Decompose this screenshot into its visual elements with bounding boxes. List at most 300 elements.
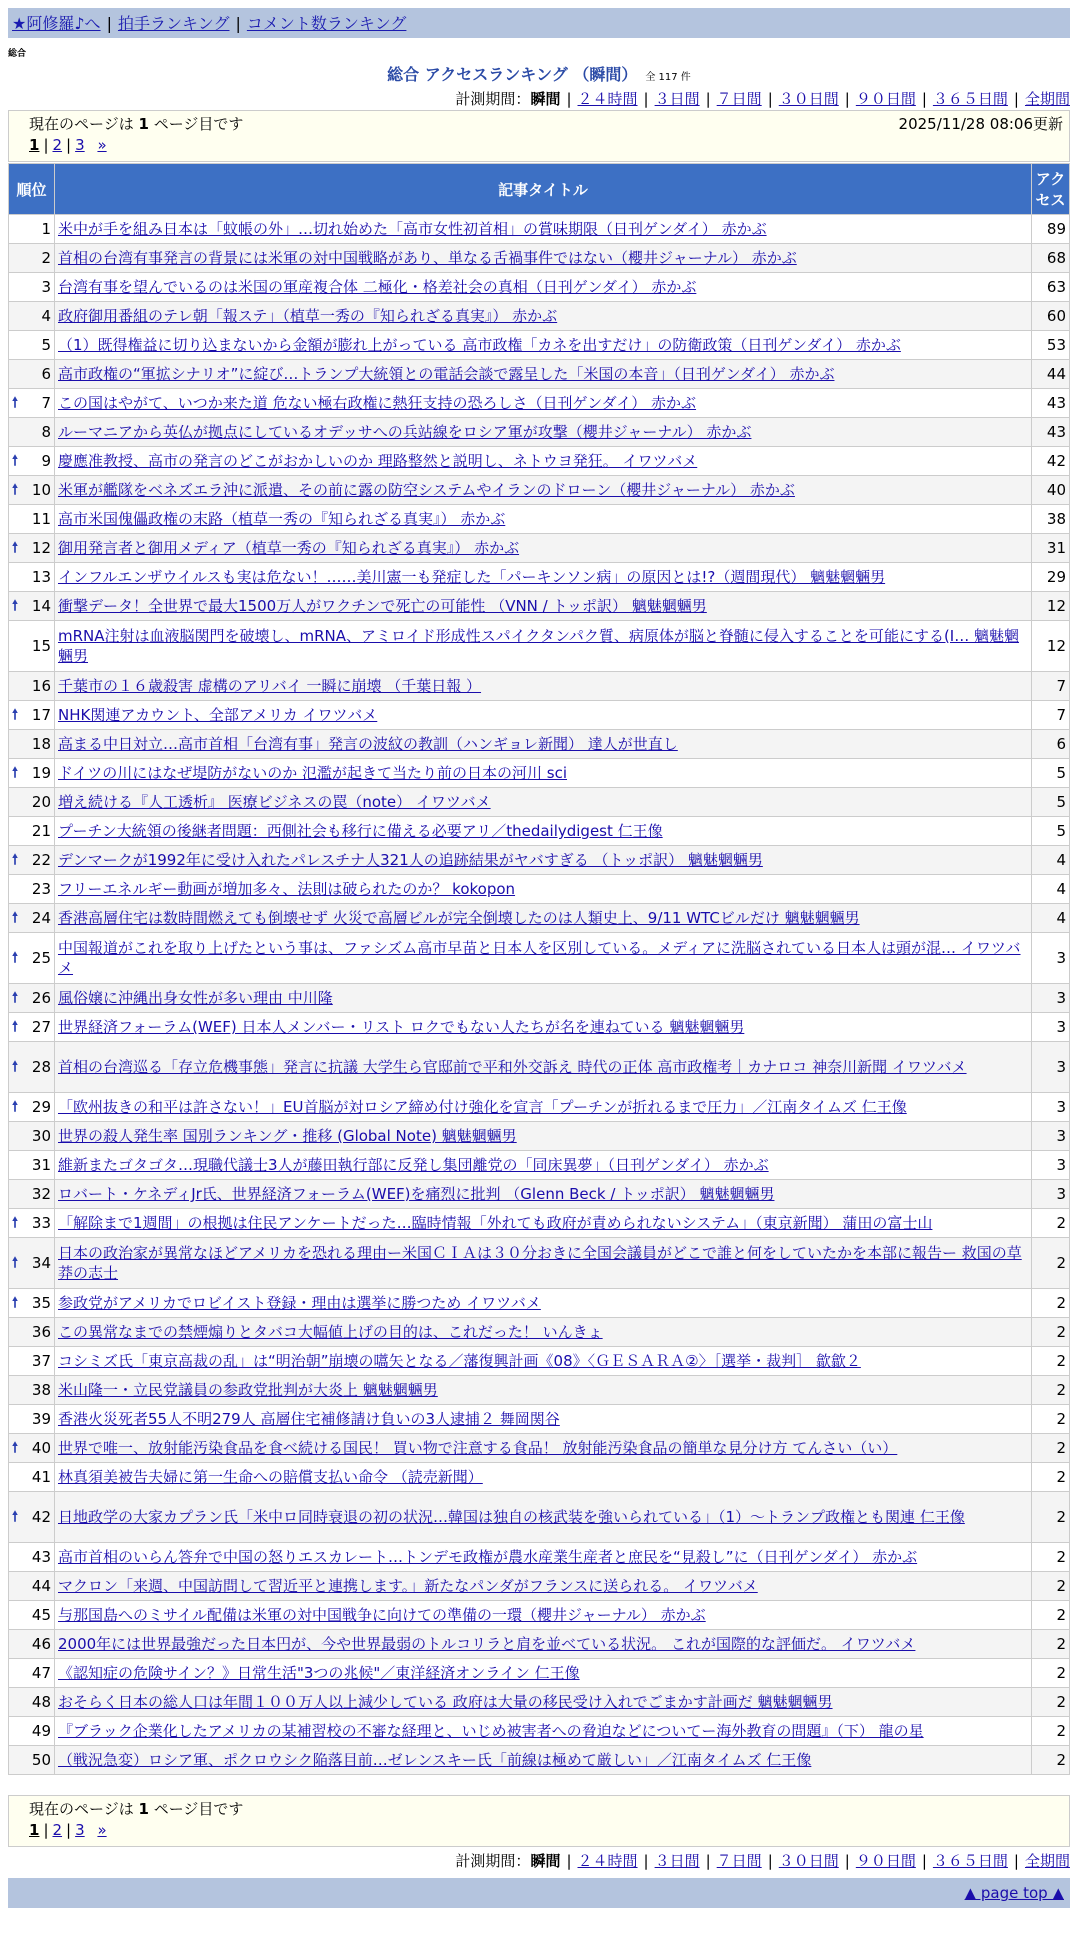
rank-number: 3	[41, 278, 51, 296]
rank-cell	[9, 933, 55, 984]
rank-number: 9	[41, 452, 51, 470]
access-header: アクセス	[1032, 164, 1070, 215]
table-row	[9, 1093, 1070, 1122]
access-count: 31	[1032, 534, 1070, 563]
top-nav-bar	[8, 8, 1070, 38]
table-row	[9, 534, 1070, 563]
period-link[interactable]: ３日間	[654, 90, 700, 108]
period-current: 瞬間	[530, 90, 561, 108]
period-link[interactable]: ９０日間	[855, 1852, 916, 1870]
title-cell	[55, 875, 1032, 904]
period-link[interactable]: ９０日間	[855, 90, 916, 108]
access-count: 3	[1032, 1151, 1070, 1180]
rank-number: 17	[31, 706, 51, 724]
title-cell	[55, 1209, 1032, 1238]
title-cell	[55, 215, 1032, 244]
table-row	[9, 1492, 1070, 1543]
pager-separator	[89, 136, 94, 154]
rank-number: 2	[41, 249, 51, 267]
table-row	[9, 592, 1070, 621]
rank-cell	[9, 1318, 55, 1347]
title-cell	[55, 360, 1032, 389]
nav-separator: |	[235, 14, 241, 33]
access-count: 3	[1032, 1013, 1070, 1042]
period-separator: |	[643, 1852, 649, 1870]
article-link[interactable]: 御用発言者と御用メディア（植草一秀の『知られざる真実』） 赤かぶ	[58, 539, 520, 557]
title-cell	[55, 1347, 1032, 1376]
rank-cell	[9, 1492, 55, 1543]
pager-separator: |	[43, 136, 49, 154]
article-link[interactable]: 高市政権の“軍拡シナリオ”に綻び…トランプ大統領との電話会談で露呈した「米国の本音」（日刊ゲンダイ） 赤かぶ	[58, 365, 835, 383]
period-separator: |	[643, 90, 649, 108]
title-cell	[55, 592, 1032, 621]
access-count: 3	[1032, 1180, 1070, 1209]
article-link[interactable]: 米軍が艦隊をベネズエラ沖に派遣、その前に露の防空システムやイランのドローン（櫻井ジャーナル） 赤かぶ	[58, 481, 795, 499]
rank-cell	[9, 1376, 55, 1405]
article-link[interactable]: 『ブラック企業化したアメリカの某補習校の不審な経理と、いじめ被害者への脅迫などについてー海外教育の問題』（下） 龍の星	[58, 1722, 924, 1740]
rank-cell	[9, 273, 55, 302]
up-arrow-icon: 🠕	[12, 1255, 19, 1271]
table-row	[9, 1347, 1070, 1376]
period-separator: |	[1013, 1852, 1019, 1870]
table-row	[9, 759, 1070, 788]
rank-number: 36	[31, 1323, 51, 1341]
pager-link[interactable]: 3	[75, 1821, 85, 1839]
article-link[interactable]: ドイツの川にはなぜ堤防がないのか 氾濫が起きて当たり前の日本の河川 sci	[58, 764, 568, 782]
up-arrow-icon: 🠕	[12, 1099, 19, 1115]
home-link[interactable]: ★阿修羅♪へ	[12, 14, 101, 33]
pager-separator	[89, 1821, 94, 1839]
rank-number: 43	[31, 1548, 51, 1566]
article-link[interactable]: 維新またゴタゴタ…現職代議士3人が藤田執行部に反発し集団離党の「同床異夢」（日刊ゲンダイ） 赤かぶ	[58, 1156, 769, 1174]
article-link[interactable]: この国はやがて、いつか来た道 危ない極右政権に熱狂支持の恐ろしさ（日刊ゲンダイ） 赤かぶ	[58, 394, 697, 412]
access-count: 63	[1032, 273, 1070, 302]
access-count: 4	[1032, 846, 1070, 875]
title-cell	[55, 730, 1032, 759]
article-link[interactable]: 中国報道がこれを取り上げたという事は、ファシズム高市早苗と日本人を区別している。メディアに洗脳されている日本人は頭が混… イワツバメ	[58, 939, 1021, 977]
access-count: 42	[1032, 447, 1070, 476]
title-cell	[55, 1013, 1032, 1042]
article-link[interactable]: インフルエンザウイルスも実は危ない！……美川憲一も発症した「パーキンソン病」の原因とは!?（週間現代） 魑魅魍魎男	[58, 568, 886, 586]
rank-cell	[9, 447, 55, 476]
article-link[interactable]: 林真須美被告夫婦に第一生命への賠償支払い命令 （読売新聞）	[58, 1468, 483, 1486]
table-row	[9, 788, 1070, 817]
article-link[interactable]: 参政党がアメリカでロビイスト登録・理由は選挙に勝つため イワツバメ	[58, 1294, 541, 1312]
title-cell	[55, 302, 1032, 331]
up-arrow-icon: 🠕	[12, 707, 19, 723]
table-row	[9, 1434, 1070, 1463]
article-link[interactable]: 世界の殺人発生率 国別ランキング・推移 (Global Note) 魑魅魍魎男	[58, 1127, 517, 1145]
title-cell	[55, 1289, 1032, 1318]
rank-cell	[9, 244, 55, 273]
rank-number: 46	[31, 1635, 51, 1653]
period-selector	[455, 88, 1070, 109]
table-row	[9, 1717, 1070, 1746]
rank-cell	[9, 621, 55, 672]
table-row	[9, 817, 1070, 846]
rank-number: 37	[31, 1352, 51, 1370]
period-link[interactable]: ３６５日間	[932, 1852, 1008, 1870]
period-separator: |	[767, 1852, 773, 1870]
period-link[interactable]: 全期間	[1024, 90, 1070, 108]
article-link[interactable]: マクロン「来週、中国訪問して習近平と連携します。」新たなパンダがフランスに送られる。 イワツバメ	[58, 1577, 758, 1595]
title-cell	[55, 1042, 1032, 1093]
rank-cell	[9, 592, 55, 621]
article-link[interactable]: 首相の台湾巡る「存立危機事態」発言に抗議 大学生ら官邸前で平和外交訴え 時代の正体 高市政権考｜カナロコ 神奈川新聞 イワツバメ	[58, 1058, 967, 1076]
access-count: 7	[1032, 701, 1070, 730]
article-link[interactable]: （1）既得権益に切り込まないから金額が膨れ上がっている 高市政権「カネを出すだけ」の防衛政策（日刊ゲンダイ） 赤かぶ	[58, 336, 901, 354]
period-link[interactable]: ７日間	[716, 1852, 762, 1870]
rank-cell	[9, 904, 55, 933]
pager-link[interactable]: 3	[75, 136, 85, 154]
article-link[interactable]: 米中が手を組み日本は「蚊帳の外」…切れ始めた「高市女性初首相」の賞味期限（日刊ゲンダイ） 赤かぶ	[58, 220, 767, 238]
access-count: 2	[1032, 1238, 1070, 1289]
up-arrow-icon: 🠕	[12, 1019, 19, 1035]
pager-separator: |	[66, 136, 72, 154]
access-count: 7	[1032, 672, 1070, 701]
rank-cell	[9, 215, 55, 244]
title-cell	[55, 933, 1032, 984]
article-link[interactable]: 政府御用番組のテレ朝「報ステ」（植草一秀の『知られざる真実』） 赤かぶ	[58, 307, 558, 325]
title-cell	[55, 1543, 1032, 1572]
access-count: 2	[1032, 1463, 1070, 1492]
article-link[interactable]: プーチン大統領の後継者問題：西側社会も移行に備える必要アリ／thedailydigest 仁王像	[58, 822, 663, 840]
access-count: 68	[1032, 244, 1070, 273]
title-cell	[55, 1601, 1032, 1630]
rank-cell	[9, 984, 55, 1013]
table-row	[9, 418, 1070, 447]
rank-number: 19	[31, 764, 51, 782]
title-cell	[55, 1746, 1032, 1775]
title-cell	[55, 273, 1032, 302]
rank-cell	[9, 1405, 55, 1434]
article-link[interactable]: デンマークが1992年に受け入れたパレスチナ人321人の追跡結果がヤバすぎる （トッポ訳） 魑魅魍魎男	[58, 851, 763, 869]
title-cell	[55, 1434, 1032, 1463]
rank-cell	[9, 534, 55, 563]
up-arrow-icon: 🠕	[12, 540, 19, 556]
access-count: 3	[1032, 1093, 1070, 1122]
rank-number: 18	[31, 735, 51, 753]
period-link[interactable]: ３６５日間	[932, 90, 1008, 108]
article-link[interactable]: おそらく日本の総人口は年間１００万人以上減少している 政府は大量の移民受け入れでごまかす計画だ 魑魅魍魎男	[58, 1693, 833, 1711]
rank-number: 10	[31, 481, 51, 499]
rank-number: 41	[31, 1468, 51, 1486]
table-row	[9, 1122, 1070, 1151]
article-link[interactable]: 「解除まで1週間」の根拠は住民アンケートだった…臨時情報「外れても政府が責められないシステム」（東京新聞） 蒲田の富士山	[58, 1214, 933, 1232]
table-row	[9, 1013, 1070, 1042]
table-row	[9, 331, 1070, 360]
title-cell	[55, 505, 1032, 534]
rank-cell	[9, 360, 55, 389]
table-row	[9, 563, 1070, 592]
up-arrow-icon: 🠕	[12, 852, 19, 868]
title-cell	[55, 389, 1032, 418]
table-row	[9, 1630, 1070, 1659]
access-count: 2	[1032, 1572, 1070, 1601]
access-count: 2	[1032, 1209, 1070, 1238]
access-count: 12	[1032, 592, 1070, 621]
title-cell	[55, 846, 1032, 875]
page-suffix: ページ目です	[148, 1800, 244, 1818]
article-link[interactable]: 香港火災死者55人不明279人 高層住宅補修請け負いの3人逮捕２ 舞岡関谷	[58, 1410, 560, 1428]
table-row	[9, 505, 1070, 534]
pager	[29, 136, 1049, 154]
table-row	[9, 1688, 1070, 1717]
rank-number: 4	[41, 307, 51, 325]
period-label: 計測期間：	[455, 90, 531, 108]
access-count: 2	[1032, 1659, 1070, 1688]
rank-number: 49	[31, 1722, 51, 1740]
rank-cell	[9, 1209, 55, 1238]
rank-cell	[9, 476, 55, 505]
access-count: 43	[1032, 418, 1070, 447]
rank-number: 13	[31, 568, 51, 586]
period-link[interactable]: 全期間	[1024, 1852, 1070, 1870]
article-link[interactable]: 慶應准教授、高市の発言のどこがおかしいのか 理路整然と説明し、ネトウヨ発狂。 イワツバメ	[58, 452, 698, 470]
title-cell	[55, 672, 1032, 701]
access-count: 4	[1032, 904, 1070, 933]
period-current: 瞬間	[530, 1852, 561, 1870]
rank-cell	[9, 1688, 55, 1717]
access-count: 2	[1032, 1434, 1070, 1463]
table-row	[9, 1659, 1070, 1688]
comment-ranking-link[interactable]: コメント数ランキング	[246, 14, 407, 33]
article-link[interactable]: 《認知症の危険サイン？》日常生活"3つの兆候"／東洋経済オンライン 仁王像	[58, 1664, 580, 1682]
title-cell	[55, 1093, 1032, 1122]
rank-cell	[9, 1122, 55, 1151]
access-count: 38	[1032, 505, 1070, 534]
pager-separator: |	[66, 1821, 72, 1839]
page-info-top	[8, 110, 1070, 162]
period-separator: |	[705, 1852, 711, 1870]
rank-cell	[9, 1717, 55, 1746]
access-count: 3	[1032, 1042, 1070, 1093]
article-link[interactable]: 高市米国傀儡政権の末路（植草一秀の『知られざる真実』） 赤かぶ	[58, 510, 506, 528]
period-link[interactable]: ２４時間	[577, 1852, 638, 1870]
article-link[interactable]: ロバート・ケネディJr氏、世界経済フォーラム(WEF)を痛烈に批判 （Glenn Beck / トッポ訳） 魑魅魍魎男	[58, 1185, 775, 1203]
rank-number: 45	[31, 1606, 51, 1624]
rank-number: 35	[31, 1294, 51, 1312]
period-separator: |	[844, 1852, 850, 1870]
page-info-bottom	[8, 1795, 1070, 1847]
page-title	[0, 62, 1078, 85]
rank-cell	[9, 759, 55, 788]
rank-cell	[9, 1013, 55, 1042]
rank-cell	[9, 1659, 55, 1688]
table-row	[9, 273, 1070, 302]
article-link[interactable]: 与那国島へのミサイル配備は米軍の対中国戦争に向けての準備の一環（櫻井ジャーナル） 赤かぶ	[58, 1606, 706, 1624]
rank-cell	[9, 672, 55, 701]
up-arrow-icon: 🠕	[12, 395, 19, 411]
article-link[interactable]: 増え続ける『人工透析』 医療ビジネスの罠（note） イワツバメ	[58, 793, 491, 811]
table-row	[9, 1746, 1070, 1775]
rank-number: 31	[31, 1156, 51, 1174]
up-arrow-icon: 🠕	[12, 1509, 19, 1525]
article-link[interactable]: 高市首相のいらん答弁で中国の怒りエスカレート…トンデモ政権が農水産業生産者と庶民を“見殺し”に（日刊ゲンダイ） 赤かぶ	[58, 1548, 918, 1566]
title-text: 総合 アクセスランキング （瞬間）	[387, 65, 638, 84]
updated-timestamp: 2025/11/28 08:06更新	[898, 115, 1063, 133]
page-prefix: 現在のページは	[29, 115, 139, 133]
rank-cell	[9, 1093, 55, 1122]
up-arrow-icon: 🠕	[12, 765, 19, 781]
period-link[interactable]: ３０日間	[778, 90, 839, 108]
period-separator: |	[1013, 90, 1019, 108]
article-link[interactable]: （戦況急変）ロシア軍、ポクロウシク陥落目前…ゼレンスキー氏「前線は極めて厳しい」／江南タイムズ 仁王像	[58, 1751, 812, 1769]
table-row	[9, 1151, 1070, 1180]
table-row	[9, 984, 1070, 1013]
rank-cell	[9, 701, 55, 730]
rank-number: 40	[31, 1439, 51, 1457]
pager-link[interactable]: 2	[52, 136, 63, 154]
article-link[interactable]: 2000年には世界最強だった日本円が、今や世界最弱のトルコリラと肩を並べている状況。 これが国際的な評価だ。 イワツバメ	[58, 1635, 916, 1653]
rank-cell	[9, 1042, 55, 1093]
access-count: 2	[1032, 1405, 1070, 1434]
rank-number: 38	[31, 1381, 51, 1399]
page-number: 1	[138, 115, 149, 133]
article-link[interactable]: 「欧州抜きの和平は許さない！」EU首脳が対ロシア締め付け強化を宣言「プーチンが折れるまで圧力」／江南タイムズ 仁王像	[58, 1098, 907, 1116]
up-arrow-icon: 🠕	[12, 1295, 19, 1311]
up-arrow-icon: 🠕	[12, 1440, 19, 1456]
access-count: 2	[1032, 1630, 1070, 1659]
rank-number: 25	[31, 949, 51, 967]
article-link[interactable]: コシミズ氏「東京高裁の乱」は“明治朝”崩壊の嚆矢となる／藩復興計画《08》〈ＧＥＳＡＲＡ②〉［選挙・裁判］ 歙歙２	[58, 1352, 861, 1370]
access-count: 2	[1032, 1347, 1070, 1376]
table-row	[9, 1572, 1070, 1601]
rank-number: 32	[31, 1185, 51, 1203]
rank-cell	[9, 1463, 55, 1492]
access-count: 2	[1032, 1746, 1070, 1775]
period-link[interactable]: ３０日間	[778, 1852, 839, 1870]
access-count: 2	[1032, 1318, 1070, 1347]
rank-cell	[9, 1572, 55, 1601]
access-count: 2	[1032, 1717, 1070, 1746]
access-count: 60	[1032, 302, 1070, 331]
article-link[interactable]: 首相の台湾有事発言の背景には米軍の対中国戦略があり、単なる舌禍事件ではない（櫻井ジャーナル） 赤かぶ	[58, 249, 797, 267]
title-cell	[55, 904, 1032, 933]
total-count: 全 117 件	[645, 72, 691, 83]
title-cell	[55, 1151, 1032, 1180]
article-link[interactable]: 日地政学の大家カプラン氏「米中ロ同時衰退の初の状況…韓国は独自の核武装を強いられている」（1）～トランプ政権とも関連 仁王像	[58, 1508, 965, 1526]
access-count: 6	[1032, 730, 1070, 759]
title-cell	[55, 331, 1032, 360]
rank-number: 1	[41, 220, 51, 238]
pager-next[interactable]: »	[97, 1821, 107, 1839]
rank-cell	[9, 1289, 55, 1318]
article-link[interactable]: 千葉市の１６歳殺害 虚構のアリバイ 一瞬に崩壊 （千葉日報 ）	[58, 677, 482, 695]
period-link[interactable]: ７日間	[716, 90, 762, 108]
rank-cell	[9, 389, 55, 418]
rank-number: 50	[31, 1751, 51, 1769]
title-cell	[55, 534, 1032, 563]
article-link[interactable]: mRNA注射は血液脳関門を破壊し、mRNA、アミロイド形成性スパイクタンパク質、病原体が脳と脊髄に侵入することを可能にする(I… 魑魅魍魎男	[58, 627, 1019, 665]
article-link[interactable]: フリーエネルギー動画が増加多々、法則は破られたのか？ kokopon	[58, 880, 516, 898]
title-cell	[55, 418, 1032, 447]
title-cell	[55, 1122, 1032, 1151]
title-cell	[55, 1688, 1032, 1717]
article-link[interactable]: 高まる中日対立…高市首相「台湾有事」発言の波紋の教訓（ハンギョレ新聞） 達人が世直し	[58, 735, 678, 753]
period-separator: |	[921, 1852, 927, 1870]
rank-number: 21	[31, 822, 51, 840]
table-row	[9, 1463, 1070, 1492]
access-count: 2	[1032, 1492, 1070, 1543]
title-cell	[55, 1238, 1032, 1289]
page-top-link[interactable]: ▲ page top ▲	[964, 1884, 1064, 1902]
pager-link[interactable]: 2	[52, 1821, 63, 1839]
title-cell	[55, 788, 1032, 817]
article-link[interactable]: 世界経済フォーラム(WEF) 日本人メンバー・リスト ロクでもない人たちが名を連ねている 魑魅魍魎男	[58, 1018, 745, 1036]
rank-cell	[9, 1543, 55, 1572]
article-link[interactable]: 風俗嬢に沖縄出身女性が多い理由 中川隆	[58, 989, 333, 1007]
title-cell	[55, 1659, 1032, 1688]
title-cell	[55, 817, 1032, 846]
period-link[interactable]: ２４時間	[577, 90, 638, 108]
article-link[interactable]: 米山隆一・立民党議員の参政党批判が大炎上 魑魅魍魎男	[58, 1381, 438, 1399]
rank-cell	[9, 788, 55, 817]
period-separator: |	[844, 90, 850, 108]
article-link[interactable]: 台湾有事を望んでいるのは米国の軍産複合体 二極化・格差社会の真相（日刊ゲンダイ） 赤かぶ	[58, 278, 697, 296]
pager-current: 1	[29, 136, 40, 154]
period-separator: |	[705, 90, 711, 108]
article-link[interactable]: NHK関連アカウント、全部アメリカ イワツバメ	[58, 706, 378, 724]
rank-number: 47	[31, 1664, 51, 1682]
article-link[interactable]: この異常なまでの禁煙煽りとタバコ大幅値上げの目的は、これだった！ いんきょ	[58, 1323, 603, 1341]
ranking-table	[8, 163, 1070, 1775]
title-cell	[55, 447, 1032, 476]
article-link[interactable]: 衝撃データ！全世界で最大1500万人がワクチンで死亡の可能性 （VNN / トッポ訳） 魑魅魍魎男	[58, 597, 707, 615]
table-row	[9, 1209, 1070, 1238]
article-link[interactable]: 世界で唯一、放射能汚染食品を食べ続ける国民！ 買い物で注意する食品！ 放射能汚染食品の簡単な見分け方 てんさい（い）	[58, 1439, 898, 1457]
table-row	[9, 846, 1070, 875]
rank-cell	[9, 1180, 55, 1209]
table-row	[9, 360, 1070, 389]
rank-cell	[9, 1630, 55, 1659]
category-label: 総合	[8, 49, 27, 59]
table-row	[9, 730, 1070, 759]
title-cell	[55, 563, 1032, 592]
period-separator: |	[767, 90, 773, 108]
article-link[interactable]: 香港高層住宅は数時間燃えても倒壊せず 火災で高層ビルが完全倒壊したのは人類史上、9/11 WTCビルだけ 魑魅魍魎男	[58, 909, 860, 927]
article-link[interactable]: 日本の政治家が異常なほどアメリカを恐れる理由ー米国ＣＩＡは３０分おきに全国会議員がどこで誰と何をしていたかを本部に報告ー 救国の草莽の志士	[58, 1244, 1022, 1282]
rank-number: 42	[31, 1508, 51, 1526]
up-arrow-icon: 🠕	[12, 598, 19, 614]
up-arrow-icon: 🠕	[12, 910, 19, 926]
pager-next[interactable]: »	[97, 136, 107, 154]
title-header: 記事タイトル	[55, 164, 1032, 215]
period-separator: |	[566, 90, 572, 108]
table-row	[9, 476, 1070, 505]
title-cell	[55, 1630, 1032, 1659]
table-row	[9, 244, 1070, 273]
clap-ranking-link[interactable]: 拍手ランキング	[117, 14, 230, 33]
rank-number: 34	[31, 1254, 51, 1272]
pager	[29, 1821, 1049, 1839]
table-row	[9, 621, 1070, 672]
access-count: 3	[1032, 1122, 1070, 1151]
rank-number: 24	[31, 909, 51, 927]
rank-number: 27	[31, 1018, 51, 1036]
rank-cell	[9, 1601, 55, 1630]
article-link[interactable]: ルーマニアから英仏が拠点にしているオデッサへの兵站線をロシア軍が攻撃（櫻井ジャーナル） 赤かぶ	[58, 423, 752, 441]
period-link[interactable]: ３日間	[654, 1852, 700, 1870]
access-count: 2	[1032, 1289, 1070, 1318]
rank-number: 48	[31, 1693, 51, 1711]
rank-cell	[9, 817, 55, 846]
table-row	[9, 933, 1070, 984]
page-prefix: 現在のページは	[29, 1800, 139, 1818]
period-separator: |	[921, 90, 927, 108]
rank-header: 順位	[9, 164, 55, 215]
rank-cell	[9, 302, 55, 331]
